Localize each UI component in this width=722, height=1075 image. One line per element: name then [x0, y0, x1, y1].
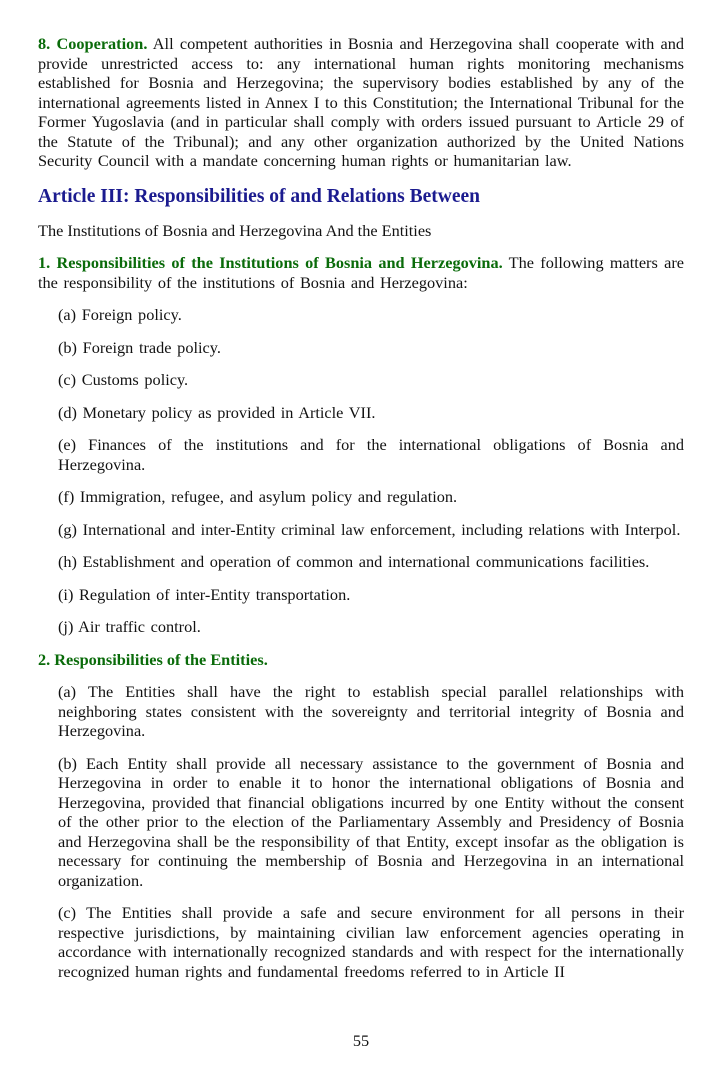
- article-subheading: The Institutions of Bosnia and Herzegovina And the Entities: [38, 220, 432, 240]
- paragraph-cooperation: [38, 34, 684, 171]
- list-item-1c: (c) Customs policy.: [58, 370, 189, 389]
- list-item-1a: (a) Foreign policy.: [58, 305, 182, 324]
- list-item-1j: (j) Air traffic control.: [58, 617, 201, 636]
- list-item-1b: (b) Foreign trade policy.: [58, 337, 221, 357]
- page-number: 55: [352, 1031, 370, 1050]
- section2-heading: 2. Responsibilities of the Entities.: [38, 649, 268, 669]
- list-item-1e: (e) Finances of the institutions and for the international obligations of Bosnia and Herzegovina.: [58, 435, 684, 474]
- list-item-2c: (c) The Entities shall provide a safe and secure environment for all persons in their respective jurisdictions, by maintaining civilian law enforcement agencies operating in accordance with internationally recognized standards and with respect for the internationally recognized human rights and fundamental freedoms referred to in Article II: [58, 903, 684, 981]
- section1-lead: 1. Responsibilities of the Institutions of Bosnia and Herzegovina.: [38, 253, 503, 272]
- list-item-1g: (g) International and inter-Entity criminal law enforcement, including relations with Interpol.: [58, 519, 681, 539]
- list-item-1h: (h) Establishment and operation of common and international communications facilities.: [58, 552, 650, 571]
- cooperation-text: All competent authorities in Bosnia and Herzegovina shall cooperate with and provide unrestricted access to: any international human rights monitoring mechanisms established for Bosnia and Herzegovina; the supervisory bodies established by any of the international agreements listed in Annex I to this Constitution; the International Tribunal for the Former Yugoslavia (and in particular shall comply with orders issued pursuant to Article 29 of the Statute of the Tribunal); and any other organization authorized by the United Nations Security Council with a mandate concerning human rights or humanitarian law.: [38, 34, 685, 170]
- list-item-2b: (b) Each Entity shall provide all necessary assistance to the government of Bosnia and Herzegovina in order to enable it to honor the international obligations of Bosnia and Herzegovina, provided that financial obligations incurred by one Entity without the consent of the other prior to the election of the Parliamentary Assembly and Presidency of Bosnia and Herzegovina shall be the responsibility of that Entity, except insofar as the obligation is necessary for continuing the membership of Bosnia and Herzegovina in an international organization.: [58, 753, 684, 890]
- section1-text: The following matters are the responsibility of the institutions of Bosnia and Herzegovina:: [38, 253, 684, 292]
- list-item-2a: (a) The Entities shall have the right to establish special parallel relationships with neighboring states consistent with the sovereignty and territorial integrity of Bosnia and Herzegovina.: [58, 682, 684, 740]
- paragraph-section1-intro: [38, 253, 684, 292]
- list-item-1d: (d) Monetary policy as provided in Article VII.: [58, 402, 376, 422]
- list-item-1i: (i) Regulation of inter-Entity transportation.: [58, 584, 351, 604]
- article-heading: Article III: Responsibilities of and Relations Between: [38, 185, 480, 207]
- cooperation-lead: 8. Cooperation.: [38, 34, 148, 53]
- list-item-1f: (f) Immigration, refugee, and asylum policy and regulation.: [58, 487, 458, 506]
